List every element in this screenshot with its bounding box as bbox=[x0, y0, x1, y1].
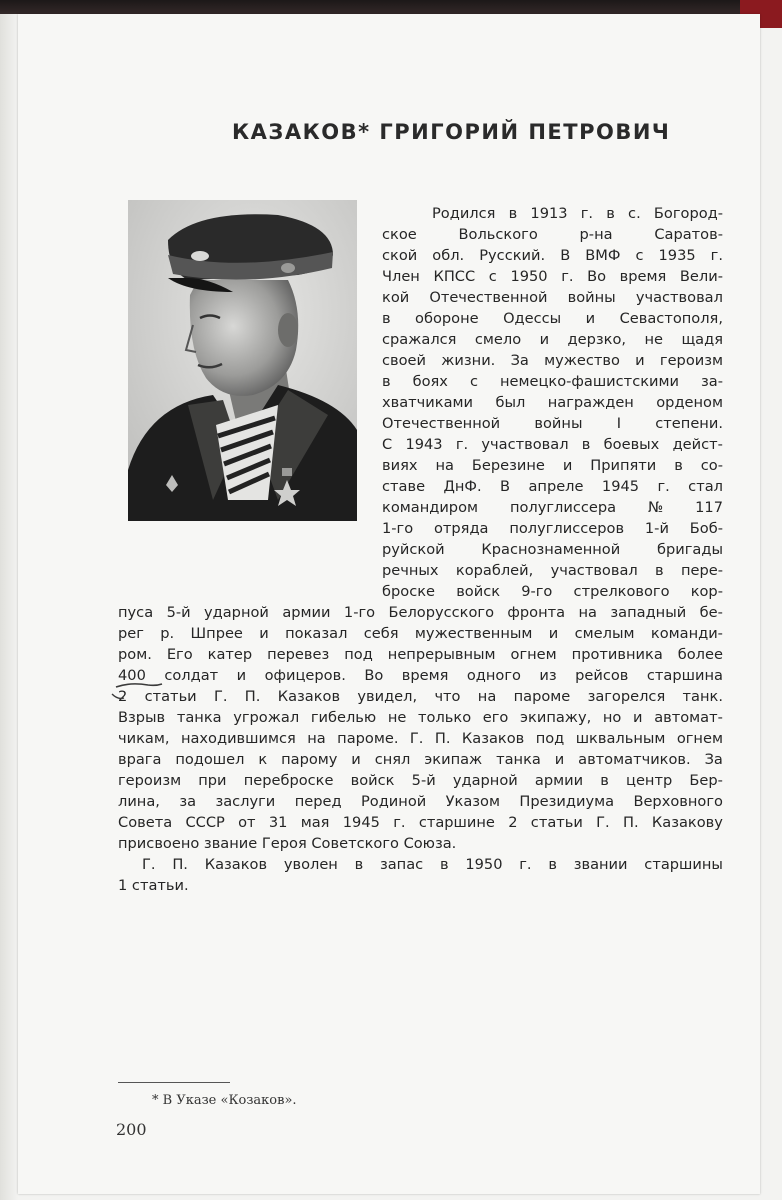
bio-line: 2 статьи Г. П. Казаков увидел, что на пароме загорелся танк. bbox=[118, 688, 723, 705]
bio-line: сражался смело и дерзко, не щадя bbox=[382, 331, 723, 348]
bio-line: речных кораблей, участвовал в пере- bbox=[382, 562, 723, 579]
bio-line: Взрыв танка угрожал гибелью не только его экипажу, но и автомат- bbox=[118, 709, 723, 726]
bio-line: броске войск 9-го стрелкового кор- bbox=[382, 583, 723, 600]
bio-line: руйской Краснознаменной бригады bbox=[382, 541, 723, 558]
bio-line: хватчиками был награжден орденом bbox=[382, 394, 723, 411]
bio-line-last: присвоено звание Героя Советского Союза. bbox=[118, 835, 457, 852]
bio-line: 1-го отряда полуглиссеров 1-й Боб- bbox=[382, 520, 723, 537]
page-title: КАЗАКОВ* ГРИГОРИЙ ПЕТРОВИЧ bbox=[232, 120, 671, 144]
bio-line: чикам, находившимся на пароме. Г. П. Казаков под шквальным огнем bbox=[118, 730, 723, 747]
bio-line: лина, за заслуги перед Родиной Указом Президиума Верховного bbox=[118, 793, 723, 810]
bio-line: врага подошел к парому и снял экипаж танка и автоматчиков. За bbox=[118, 751, 723, 768]
bio-line: Совета СССР от 31 мая 1945 г. старшине 2 статьи Г. П. Казакову bbox=[118, 814, 723, 831]
bio-line: в обороне Одессы и Севастополя, bbox=[382, 310, 723, 327]
bio-line: ставе ДнФ. В апреле 1945 г. стал bbox=[382, 478, 723, 495]
bio-line: командиром полуглиссера № 117 bbox=[382, 499, 723, 516]
bio-line: ской обл. Русский. В ВМФ с 1935 г. bbox=[382, 247, 723, 264]
bio-line: героизм при переброске войск 5-й ударной армии в центр Бер- bbox=[118, 772, 723, 789]
bio-line: пуса 5-й ударной армии 1-го Белорусского фронта на западный бе- bbox=[118, 604, 723, 621]
bio-line: Отечественной войны I степени. bbox=[382, 415, 723, 432]
bio-line: Член КПСС с 1950 г. Во время Вели- bbox=[382, 268, 723, 285]
bio-line: своей жизни. За мужество и героизм bbox=[382, 352, 723, 369]
page-number: 200 bbox=[116, 1120, 147, 1139]
footnote-divider bbox=[118, 1082, 230, 1083]
closing-line: Г. П. Казаков уволен в запас в 1950 г. в звании старшины bbox=[142, 856, 723, 873]
bio-line: в боях с немецко-фашистскими за- bbox=[382, 373, 723, 390]
footnote: * В Указе «Козаков». bbox=[152, 1093, 297, 1108]
bio-line: Родился в 1913 г. в с. Богород- bbox=[432, 205, 723, 222]
bio-line: С 1943 г. участвовал в боевых дейст- bbox=[382, 436, 723, 453]
bio-line: рег р. Шпрее и показал себя мужественным и смелым команди- bbox=[118, 625, 723, 642]
bio-line: ром. Его катер перевез под непрерывным огнем противника более bbox=[118, 646, 723, 663]
closing-line-last: 1 статьи. bbox=[118, 877, 189, 894]
bio-line: кой Отечественной войны участвовал bbox=[382, 289, 723, 306]
bio-line: 400 солдат и офицеров. Во время одного из рейсов старшина bbox=[118, 667, 723, 684]
bio-line: виях на Березине и Припяти в со- bbox=[382, 457, 723, 474]
bio-line: ское Вольского р-на Саратов- bbox=[382, 226, 723, 243]
